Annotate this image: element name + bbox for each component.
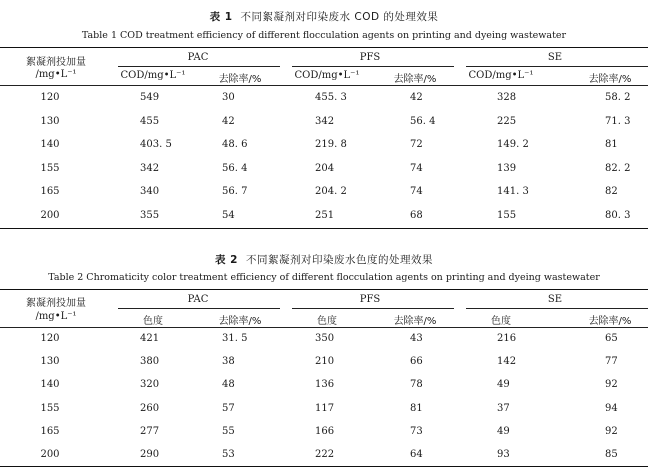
table1-cell-pfs-b: 68	[410, 209, 423, 221]
table1-group-rule-pac	[118, 66, 280, 67]
table2-cell-se-a: 93	[497, 449, 510, 460]
table1-sub-cod-pac: COD/mg•L⁻¹	[120, 70, 186, 81]
table2-cell-se-b: 92	[605, 379, 618, 391]
table1-cell-pac-a: 455	[140, 115, 160, 127]
table1-group-rule-se	[466, 66, 648, 67]
table2-cell-se-b: 92	[605, 425, 618, 437]
table1-cell-se-a: 155	[497, 209, 517, 221]
table1-title-cn: 不同絮凝剂对印染废水 COD 的处理效果	[240, 11, 439, 23]
table2-cell-se-b: 77	[605, 356, 618, 368]
table1-sub-rate-pfs: 去除率/%	[393, 74, 437, 85]
table1-cell-pac-b: 30	[222, 92, 235, 103]
table2-cell-dose: 130	[40, 356, 60, 368]
table2-cell-pfs-a: 350	[315, 333, 335, 344]
table1-cell-pfs-b: 72	[410, 139, 423, 150]
table1-cell-dose: 130	[40, 115, 60, 127]
table1-cell-pac-b: 54	[222, 209, 235, 221]
table1-cell-pac-b: 42	[222, 115, 235, 127]
table2-group-se: SE	[547, 294, 563, 305]
table1-sub-cod-se: COD/mg•L⁻¹	[468, 70, 534, 81]
table2-cell-se-a: 49	[497, 379, 510, 391]
table2-group-pfs: PFS	[359, 294, 381, 305]
table1-cell-pfs-a: 251	[315, 209, 335, 221]
table2-sub-rate-se: 去除率/%	[588, 316, 632, 327]
table1-cell-se-b: 80. 3	[605, 209, 631, 221]
table2-title-cn: 不同絮凝剂对印染废水色度的处理效果	[245, 254, 433, 266]
table1-group-rule-pfs	[292, 66, 454, 67]
table1-sub-cod-pfs: COD/mg•L⁻¹	[294, 70, 360, 81]
table1-group-se: SE	[547, 52, 563, 63]
table1-cell-se-b: 71. 3	[605, 115, 631, 127]
table2-cell-pfs-b: 81	[410, 402, 423, 414]
table2-cell-pac-a: 320	[140, 379, 160, 391]
table2-cell-pfs-b: 78	[410, 379, 423, 391]
table1-title-en: Table 1 COD treatment efficiency of different flocculation agents on printing and dyeing wastewater	[81, 30, 567, 41]
table2-cell-pac-b: 57	[222, 402, 235, 414]
table1-cell-dose: 165	[40, 186, 60, 197]
table2-cell-pac-a: 277	[140, 425, 160, 437]
table1-cell-se-b: 58. 2	[605, 92, 631, 103]
table2-cell-pac-a: 290	[140, 449, 160, 460]
table2-bottom-rule	[0, 466, 648, 467]
table1-label: 表 1	[209, 11, 233, 23]
table1-cell-se-b: 82	[605, 186, 618, 197]
table1-cell-pac-b: 48. 6	[222, 139, 248, 150]
table1-cell-pac-a: 340	[140, 186, 160, 197]
table2-group-rule-pac	[118, 308, 280, 309]
table1-sub-rate-se: 去除率/%	[588, 74, 632, 85]
table2-label: 表 2	[215, 254, 238, 266]
table2-cell-se-b: 65	[605, 333, 618, 344]
table2-sub-color-se: 色度	[491, 316, 511, 327]
table1-cell-pfs-a: 455. 3	[315, 92, 347, 103]
table2-cell-pfs-b: 64	[410, 449, 423, 460]
table2-cell-dose: 155	[40, 402, 60, 414]
table2-sub-color-pfs: 色度	[317, 316, 337, 327]
table1-cell-se-b: 82. 2	[605, 162, 631, 174]
table1-cell-pfs-b: 42	[410, 92, 423, 103]
table2-cell-pac-b: 31. 5	[222, 333, 248, 344]
table2-cell-se-a: 142	[497, 356, 517, 368]
table2-cell-se-b: 94	[605, 402, 618, 414]
table1-cell-pac-a: 342	[140, 162, 160, 174]
table1-cell-se-b: 81	[605, 139, 618, 150]
table2-cell-pac-a: 380	[140, 356, 160, 368]
table1-dose-header: 絮凝剂投加量	[26, 57, 86, 68]
table1-cell-pfs-b: 56. 4	[410, 115, 436, 127]
table2-cell-pac-b: 38	[222, 356, 235, 368]
table1-cell-pfs-a: 219. 8	[315, 139, 347, 150]
table2-cell-pac-a: 260	[140, 402, 160, 414]
table1-cell-se-a: 225	[497, 115, 517, 127]
table1-group-pac: PAC	[187, 52, 209, 63]
table2-dose-header: 絮凝剂投加量	[26, 298, 86, 309]
table2-title-en: Table 2 Chromaticity color treatment efficiency of different flocculation agents on printing and dyeing wastewater	[48, 272, 600, 283]
table2-group-rule-se	[466, 308, 648, 309]
table2-cell-pfs-a: 166	[315, 425, 335, 437]
table2-cell-pfs-a: 136	[315, 379, 335, 391]
table1-cell-pac-a: 403. 5	[140, 139, 172, 150]
table2-group-pac: PAC	[187, 294, 209, 305]
table1-top-rule	[0, 47, 648, 48]
table1-cell-se-a: 328	[497, 92, 517, 103]
table1-cell-pfs-b: 74	[410, 162, 423, 174]
table2-cell-pfs-a: 117	[315, 402, 335, 414]
table1-dose-unit: /mg•L⁻¹	[35, 69, 77, 80]
table1-cell-pac-b: 56. 7	[222, 186, 248, 197]
table2-sub-rate-pac: 去除率/%	[218, 316, 262, 327]
table2-cell-pac-b: 53	[222, 449, 235, 460]
table2-cell-pfs-a: 222	[315, 449, 335, 460]
table1-cell-se-a: 141. 3	[497, 186, 529, 197]
table2-caption-cn	[0, 252, 648, 267]
table1-cell-pac-a: 355	[140, 209, 160, 221]
table1-cell-dose: 155	[40, 162, 60, 174]
table2-cell-se-a: 37	[497, 402, 510, 414]
table2-cell-pac-a: 421	[140, 333, 160, 344]
table2-cell-pfs-a: 210	[315, 356, 335, 368]
table1-cell-pac-b: 56. 4	[222, 162, 248, 174]
table2-cell-dose: 120	[40, 333, 60, 344]
table1-cell-pfs-a: 342	[315, 115, 335, 127]
table2-cell-pfs-b: 73	[410, 425, 423, 437]
table1-sub-rate-pac: 去除率/%	[218, 74, 262, 85]
table1-group-pfs: PFS	[359, 52, 381, 63]
table2-dose-unit: /mg•L⁻¹	[35, 311, 77, 322]
table1-cell-pac-a: 549	[140, 92, 160, 103]
table2-sub-color-pac: 色度	[143, 316, 163, 327]
table1-cell-se-a: 139	[497, 162, 517, 174]
table2-cell-dose: 200	[40, 449, 60, 460]
table1-caption-cn	[0, 9, 648, 24]
table2-cell-pac-b: 55	[222, 425, 235, 437]
table1-bottom-rule	[0, 228, 648, 229]
table2-cell-dose: 140	[40, 379, 60, 391]
table1-cell-dose: 200	[40, 209, 60, 221]
table2-top-rule	[0, 289, 648, 290]
table2-sub-rate-pfs: 去除率/%	[393, 316, 437, 327]
table2-cell-pfs-b: 43	[410, 333, 423, 344]
table2-cell-se-b: 85	[605, 449, 618, 460]
table1-header-rule	[0, 85, 648, 86]
table2-cell-dose: 165	[40, 425, 60, 437]
table1-cell-se-a: 149. 2	[497, 139, 529, 150]
table2-cell-se-a: 49	[497, 425, 510, 437]
table1-cell-pfs-a: 204	[315, 162, 335, 174]
table2-group-rule-pfs	[292, 308, 454, 309]
table2-cell-pac-b: 48	[222, 379, 235, 391]
table1-cell-dose: 140	[40, 139, 60, 150]
table1-cell-pfs-b: 74	[410, 186, 423, 197]
table1-cell-dose: 120	[40, 92, 60, 103]
table1-cell-pfs-a: 204. 2	[315, 186, 347, 197]
table2-header-rule	[0, 327, 648, 328]
table2-cell-pfs-b: 66	[410, 356, 423, 368]
table2-cell-se-a: 216	[497, 333, 517, 344]
